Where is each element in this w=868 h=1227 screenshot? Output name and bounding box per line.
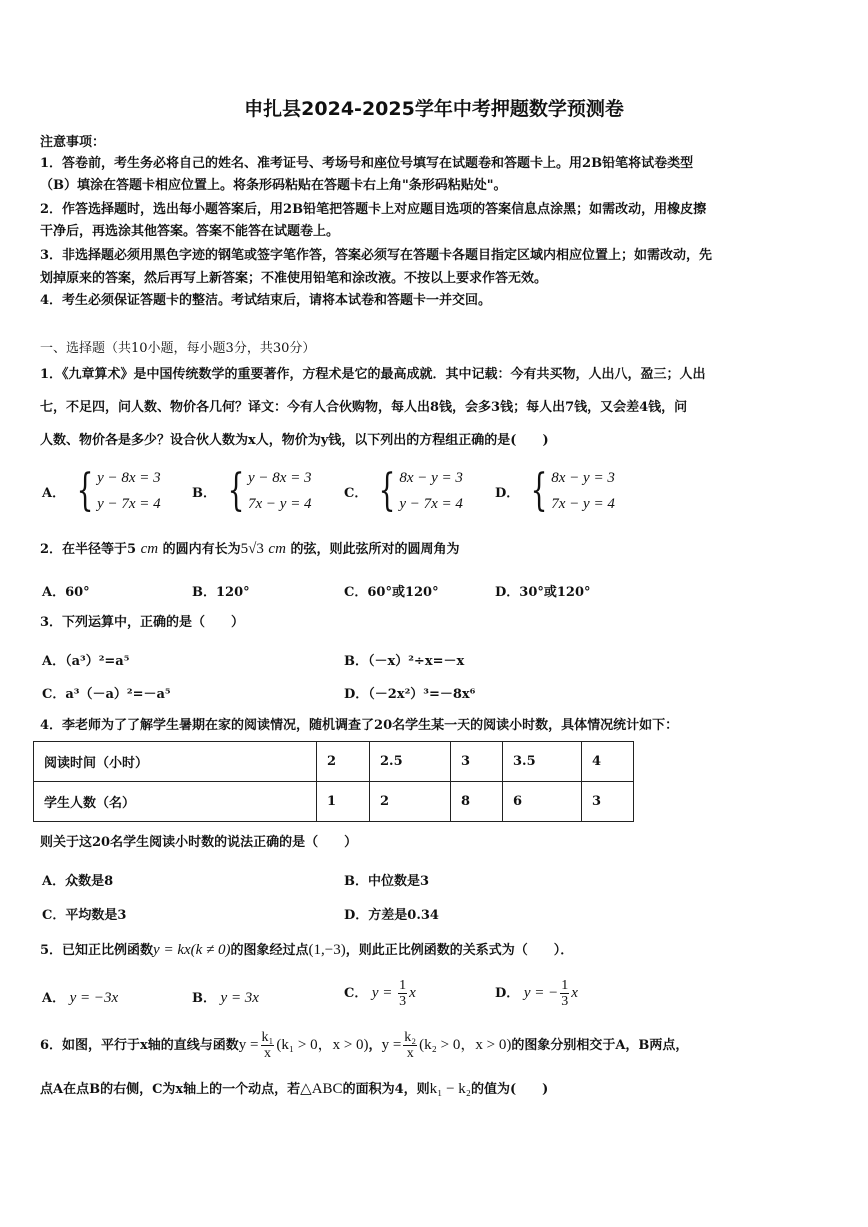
q6-line2-post: 的值为( ) bbox=[471, 1082, 549, 1097]
option-a bbox=[42, 465, 161, 517]
question-4-text: 4．李老师为了了解学生暑期在家的阅读情况，随机调查了20名学生某一天的阅读小时数，具体情况统计如下： bbox=[40, 718, 679, 733]
option-label: C． bbox=[344, 485, 368, 501]
option-a: A．60° bbox=[42, 585, 90, 600]
option-c: C．60°或120° bbox=[344, 585, 439, 600]
denominator: 3 bbox=[561, 994, 569, 1009]
q6-post: 的图象分别相交于A，B两点， bbox=[511, 1038, 689, 1053]
question-6-text bbox=[40, 1080, 830, 1099]
option-label: B． bbox=[192, 485, 216, 501]
notice-line: （B）填涂在答题卡相应位置上。将条形码粘贴在答题卡右上角"条形码粘贴处"。 bbox=[40, 178, 507, 193]
option-d: D．（－2x²）³=－8x⁶ bbox=[344, 687, 476, 702]
question-1-text: 七，不足四，问人数、物价各几何？译文：今有人合伙购物，每人出8钱，会多3钱；每人出7钱，又会差4钱，问 bbox=[40, 400, 688, 415]
table-cell: 2.5 bbox=[370, 742, 451, 782]
option-label: A． bbox=[42, 485, 66, 501]
page-title: 申扎县2024-2025学年中考押题数学预测卷 bbox=[244, 98, 624, 120]
notice-line: 划掉原来的答案，然后再写上新答案；不准使用铅笔和涂改液。不按以上要求作答无效。 bbox=[40, 271, 548, 286]
table-cell: 1 bbox=[317, 782, 370, 822]
option-b: B．中位数是3 bbox=[344, 874, 430, 889]
equation: 7x − y = 4 bbox=[551, 496, 615, 512]
table-cell: 3.5 bbox=[503, 742, 582, 782]
option-label: C． bbox=[344, 986, 368, 1001]
option-d bbox=[495, 978, 578, 1009]
q5-mid: 的图象经过点 bbox=[230, 943, 309, 958]
q2-chord: 5√3 bbox=[240, 541, 264, 557]
question-1-text: 人数、物价各是多少？设合伙人数为x人，物价为y钱，以下列出的方程组正确的是( ) bbox=[40, 433, 549, 448]
question-6-text bbox=[40, 1028, 830, 1063]
fraction bbox=[398, 978, 407, 1009]
section-heading: 一、选择题（共10小题，每小题3分，共30分） bbox=[40, 341, 316, 356]
question-2-text bbox=[40, 540, 830, 559]
option-label: B． bbox=[192, 991, 216, 1006]
q6-f1-pre: y = bbox=[238, 1037, 259, 1053]
equation: y − 7x = 4 bbox=[399, 496, 463, 512]
table-cell: 2 bbox=[317, 742, 370, 782]
q5-pre: 5．已知正比例函数 bbox=[40, 943, 154, 958]
option-a bbox=[42, 987, 118, 1007]
q6-f2-condition: (k₂ > 0，x > 0) bbox=[419, 1037, 512, 1053]
table-cell: 阅读时间（小时） bbox=[34, 742, 317, 782]
left-brace: { bbox=[76, 465, 94, 516]
option-d bbox=[495, 465, 615, 517]
table-cell: 3 bbox=[451, 742, 503, 782]
equation: y − 7x = 4 bbox=[97, 496, 161, 512]
option-expr-post: x bbox=[571, 985, 578, 1001]
option-expr-pre: y = bbox=[371, 985, 397, 1001]
option-label: D． bbox=[495, 485, 520, 501]
numerator: k₂ bbox=[404, 1030, 417, 1045]
denominator: x bbox=[263, 1046, 271, 1061]
numerator: k₁ bbox=[261, 1030, 274, 1045]
table-cell: 4 bbox=[582, 742, 634, 782]
option-b bbox=[192, 465, 312, 517]
option-label: A． bbox=[42, 991, 66, 1006]
q5-post: ，则此正比例函数的关系式为（ ）． bbox=[345, 943, 574, 958]
reading-time-table bbox=[33, 741, 634, 822]
table-cell: 8 bbox=[451, 782, 503, 822]
notice-line: 干净后，再选涂其他答案。答案不能答在试题卷上。 bbox=[40, 224, 340, 239]
option-label: D． bbox=[495, 986, 520, 1001]
option-b bbox=[192, 987, 259, 1007]
denominator: x bbox=[406, 1046, 414, 1061]
equation: y − 8x = 3 bbox=[248, 470, 312, 486]
q6-line2-mid: 的面积为4，则 bbox=[342, 1082, 430, 1097]
fraction bbox=[560, 978, 569, 1009]
option-expr-post: x bbox=[409, 985, 416, 1001]
notice-line: 2．作答选择题时，选出每小题答案后，用2B铅笔把答题卡上对应题目选项的答案信息点涂黑；如需改动，用橡皮擦 bbox=[40, 202, 707, 217]
q6-pre: 6．如图，平行于x轴的直线与函数 bbox=[40, 1038, 239, 1053]
option-c: C．平均数是3 bbox=[42, 908, 127, 923]
question-5-text bbox=[40, 941, 830, 960]
option-expr: y = −3x bbox=[69, 990, 119, 1006]
equation: 8x − y = 3 bbox=[551, 470, 615, 486]
q5-function: y = kx(k ≠ 0) bbox=[153, 942, 231, 958]
table-cell: 2 bbox=[370, 782, 451, 822]
option-a: A．（a³）²=a⁵ bbox=[42, 654, 130, 669]
q2-unit: cm bbox=[140, 541, 159, 557]
fraction bbox=[261, 1030, 275, 1061]
option-c: C．a³（－a）²=－a⁵ bbox=[42, 687, 171, 702]
q2-pre: 2．在半径等于5 bbox=[40, 542, 141, 557]
table-row bbox=[34, 782, 634, 822]
q6-triangle: △ABC bbox=[300, 1081, 343, 1097]
option-d: D．方差是0.34 bbox=[344, 908, 439, 923]
equation: 8x − y = 3 bbox=[399, 470, 463, 486]
q6-separator: ， bbox=[368, 1038, 382, 1053]
option-b: B．（－x）²÷x=－x bbox=[344, 654, 465, 669]
notice-heading: 注意事项： bbox=[40, 135, 106, 150]
q2-unit: cm bbox=[268, 541, 286, 557]
option-c bbox=[344, 465, 463, 517]
q6-f2-pre: y = bbox=[381, 1037, 402, 1053]
fraction bbox=[403, 1030, 417, 1061]
numerator: 1 bbox=[399, 978, 407, 993]
q5-point: (1,−3) bbox=[308, 942, 346, 958]
equation: 7x − y = 4 bbox=[248, 496, 312, 512]
table-row bbox=[34, 742, 634, 782]
q6-line2-pre: 点A在点B的右侧，C为x轴上的一个动点，若 bbox=[40, 1082, 301, 1097]
left-brace: { bbox=[530, 465, 548, 516]
option-a: A．众数是8 bbox=[42, 874, 114, 889]
option-expr-pre: y = − bbox=[523, 985, 559, 1001]
q6-f1-condition: (k₁ > 0，x > 0) bbox=[276, 1037, 369, 1053]
denominator: 3 bbox=[399, 994, 407, 1009]
option-b: B．120° bbox=[192, 585, 250, 600]
left-brace: { bbox=[227, 465, 245, 516]
option-expr: y = 3x bbox=[220, 990, 259, 1006]
left-brace: { bbox=[378, 465, 396, 516]
option-c bbox=[344, 978, 416, 1009]
notice-line: 1．答卷前，考生务必将自己的姓名、准考证号、考场号和座位号填写在试题卷和答题卡上。用2B铅笔将试卷类型 bbox=[40, 156, 694, 171]
question-4-question: 则关于这20名学生阅读小时数的说法正确的是（ ） bbox=[40, 835, 358, 850]
table-cell: 学生人数（名） bbox=[34, 782, 317, 822]
table-cell: 3 bbox=[582, 782, 634, 822]
question-1-text: 1．《九章算术》是中国传统数学的重要著作，方程术是它的最高成就．其中记载：今有共买物，人出八，盈三；人出 bbox=[40, 367, 706, 382]
option-d: D．30°或120° bbox=[495, 585, 591, 600]
q6-difference: k₁ − k₂ bbox=[429, 1081, 472, 1097]
q2-post: 的弦，则此弦所对的圆周角为 bbox=[285, 542, 460, 557]
notice-line: 3．非选择题必须用黑色字迹的钢笔或签字笔作答，答案必须写在答题卡各题目指定区域内相应位置上；如需改动，先 bbox=[40, 248, 713, 263]
numerator: 1 bbox=[561, 978, 569, 993]
q2-mid: 的圆内有长为 bbox=[158, 542, 241, 557]
question-3-text: 3．下列运算中，正确的是（ ） bbox=[40, 615, 245, 630]
equation: y − 8x = 3 bbox=[97, 470, 161, 486]
notice-line: 4．考生必须保证答题卡的整洁。考试结束后，请将本试卷和答题卡一并交回。 bbox=[40, 293, 492, 308]
table-cell: 6 bbox=[503, 782, 582, 822]
